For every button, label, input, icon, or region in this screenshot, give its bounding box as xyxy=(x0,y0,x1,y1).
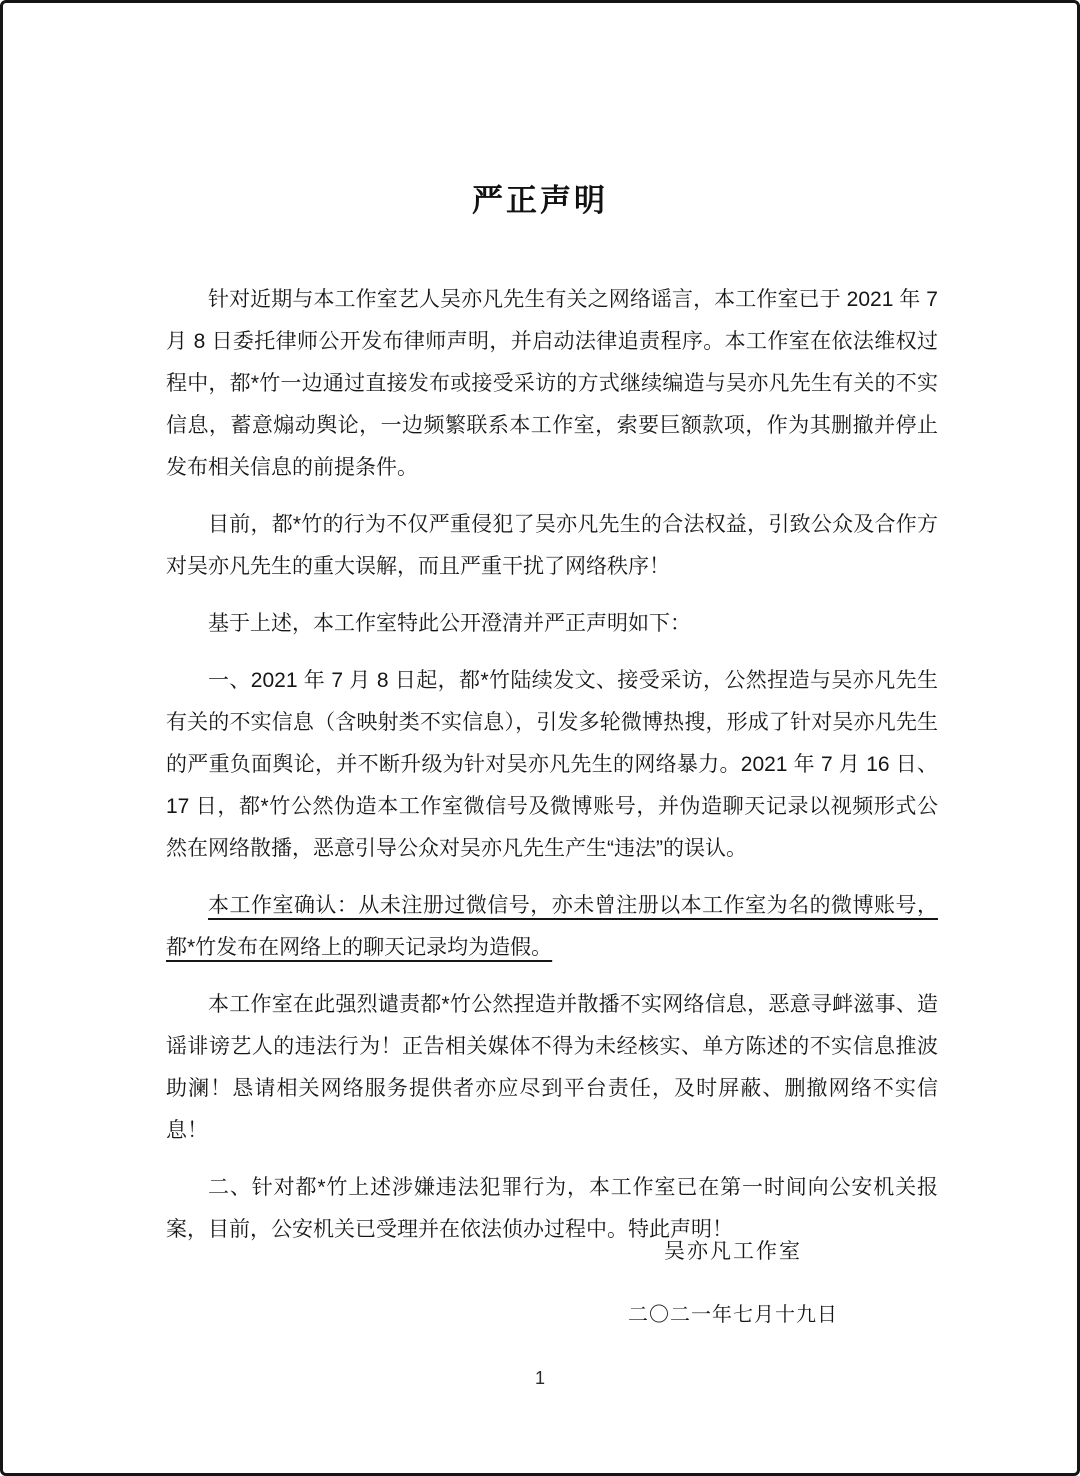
document-body xyxy=(166,279,938,1266)
signature-studio-name: 吴亦凡工作室 xyxy=(664,1240,802,1263)
paragraph-item-one: 一、2021 年 7 月 8 日起，都*竹陆续发文、接受采访，公然捏造与吴亦凡先生有关的不实信息（含映射类不实信息），引发多轮微博热搜，形成了针对吴亦凡先生的严重负面舆论，并不断升级为针对吴亦凡先生的网络暴力。2021 年 7 月 16 日、17 日，都*竹公然伪造本工作室微信号及微博账号，并伪造聊天记录以视频形式公然在网络散播，恶意引导公众对吴亦凡先生产生“违法”的误认。 xyxy=(166,669,938,860)
paragraph-current-harm: 目前，都*竹的行为不仅严重侵犯了吴亦凡先生的合法权益，引致公众及合作方对吴亦凡先生的重大误解，而且严重干扰了网络秩序！ xyxy=(166,513,938,578)
paragraph-condemnation: 本工作室在此强烈谴责都*竹公然捏造并散播不实网络信息，恶意寻衅滋事、造谣诽谤艺人的违法行为！正告相关媒体不得为未经核实、单方陈述的不实信息推波助澜！恳请相关网络服务提供者亦应尽到平台责任，及时屏蔽、删撤网络不实信息！ xyxy=(166,993,938,1142)
signature-block xyxy=(533,1231,933,1336)
signature-date: 二〇二一年七月十九日 xyxy=(628,1304,838,1326)
paragraph-item-two: 二、针对都*竹上述涉嫌违法犯罪行为，本工作室已在第一时间向公安机关报案，目前，公安机关已受理并在依法侦办过程中。特此声明！ xyxy=(166,1176,938,1241)
paragraph-lead-in: 基于上述，本工作室特此公开澄清并严正声明如下： xyxy=(208,612,691,635)
paragraph-confirmation-underlined: 本工作室确认：从未注册过微信号，亦未曾注册以本工作室为名的微博账号，都*竹发布在网络上的聊天记录均为造假。 xyxy=(166,894,938,959)
document-title: 严正声明 xyxy=(472,183,608,218)
paragraph-intro: 针对近期与本工作室艺人吴亦凡先生有关之网络谣言，本工作室已于 2021 年 7 月 8 日委托律师公开发布律师声明，并启动法律追责程序。本工作室在依法维权过程中，都*竹一边通过直接发布或接受采访的方式继续编造与吴亦凡先生有关的不实信息，蓄意煽动舆论，一边频繁联系本工作室，索要巨额款项，作为其删撤并停止发布相关信息的前提条件。 xyxy=(166,288,938,479)
page-number: 1 xyxy=(534,1368,545,1388)
